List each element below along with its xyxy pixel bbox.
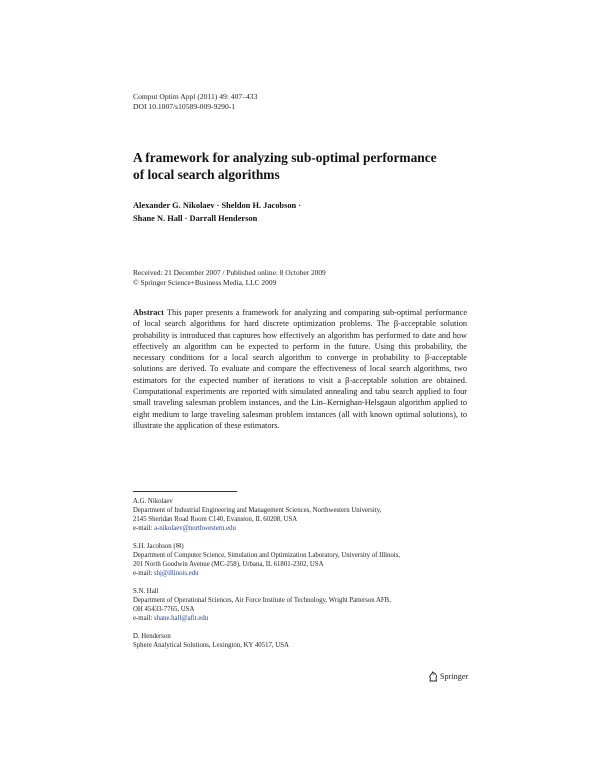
- abstract-heading: Abstract: [133, 308, 164, 317]
- paper-title-line2: of local search algorithms: [133, 166, 280, 182]
- affiliation-hall: [133, 587, 473, 623]
- abstract-block: [133, 307, 467, 431]
- email-link[interactable]: shj@illinois.edu: [153, 570, 199, 578]
- email-label: e-mail:: [133, 525, 154, 533]
- springer-knight-icon: [428, 671, 438, 682]
- affiliation-henderson: [133, 632, 473, 650]
- abstract-text: This paper presents a framework for analyzing and comparing sub-optimal performance of local search algorithms for hard discrete optimization problems. The β-acceptable solution probability is introduced that captures how effectively an algorithm has performed to date and how effectively an algorithm can be expected to perform in the future. Using this probability, the necessary conditions for a local search algorithm to converge in probability to β-acceptable solutions are derived. To evaluate and compare the effectiveness of local search algorithms, two estimators for the expected number of iterations to visit a β-acceptable solution are obtained. Computational experiments are reported with simulated annealing and tabu search applied to four small traveling salesman problem instances, and the Lin–Kernighan-Helsgaun algorithm applied to eight medium to large traveling salesman problem instances (all with known optimal solutions), to illustrate the application of these estimators.: [133, 308, 467, 430]
- email-link[interactable]: shane.hall@afit.edu: [153, 615, 209, 623]
- copyright-notice: © Springer Science+Business Media, LLC 2009: [133, 277, 277, 287]
- affiliation-name: S.H. Jacobson (✉): [133, 542, 184, 550]
- received-date: Received: 21 December 2007 / Published online: 8 October 2009: [133, 268, 326, 277]
- author-list: [133, 200, 301, 225]
- affiliation-line: Department of Operational Sciences, Air Force Institute of Technology, Wright Patterson AFB,: [133, 597, 391, 605]
- affiliation-line: Sphere Analytical Solutions, Lexington, KY 40517, USA: [133, 642, 289, 649]
- affiliation-line: 2145 Sheridan Road Room C140, Evanston, IL 60208, USA: [133, 516, 298, 524]
- affiliation-name: A.G. Nikolaev: [133, 498, 173, 505]
- affiliation-line: OH 45433-7765, USA: [133, 606, 195, 614]
- journal-info: [133, 92, 257, 111]
- journal-doi: DOI 10.1007/s10589-009-9290-1: [133, 101, 236, 111]
- affiliation-email-row: [133, 569, 473, 578]
- email-link[interactable]: a-nikolaev@northwestern.edu: [153, 525, 236, 533]
- publication-dates: [133, 268, 326, 287]
- affiliation-nikolaev: [133, 497, 473, 533]
- affiliation-name: S.N. Hall: [133, 587, 159, 595]
- publisher-logo: [428, 671, 468, 682]
- affiliation-jacobson: [133, 542, 473, 578]
- affiliation-email-row: [133, 614, 473, 623]
- affiliation-line: 201 North Goodwin Avenue (MC-258), Urbana, IL 61801-2302, USA: [133, 561, 324, 569]
- affiliation-name: D. Henderson: [133, 632, 171, 640]
- email-label: e-mail:: [133, 615, 154, 623]
- publisher-name: Springer: [440, 671, 469, 681]
- affiliations: [133, 497, 473, 659]
- email-label: e-mail:: [133, 570, 154, 578]
- footnote-rule: [133, 491, 237, 492]
- author-line1: Alexander G. Nikolaev · Sheldon H. Jacobson ·: [133, 201, 302, 210]
- affiliation-email-row: [133, 524, 473, 533]
- paper-title-line1: A framework for analyzing sub-optimal performance: [133, 150, 437, 165]
- affiliation-line: Department of Industrial Engineering and Management Sciences, Northwestern University,: [133, 507, 382, 515]
- journal-citation: Comput Optim Appl (2011) 49: 407–433: [133, 92, 258, 101]
- affiliation-line: Department of Computer Science, Simulation and Optimization Laboratory, University of Illinois,: [133, 552, 401, 560]
- author-line2: Shane N. Hall · Darrall Henderson: [133, 213, 258, 223]
- paper-title: [133, 150, 473, 183]
